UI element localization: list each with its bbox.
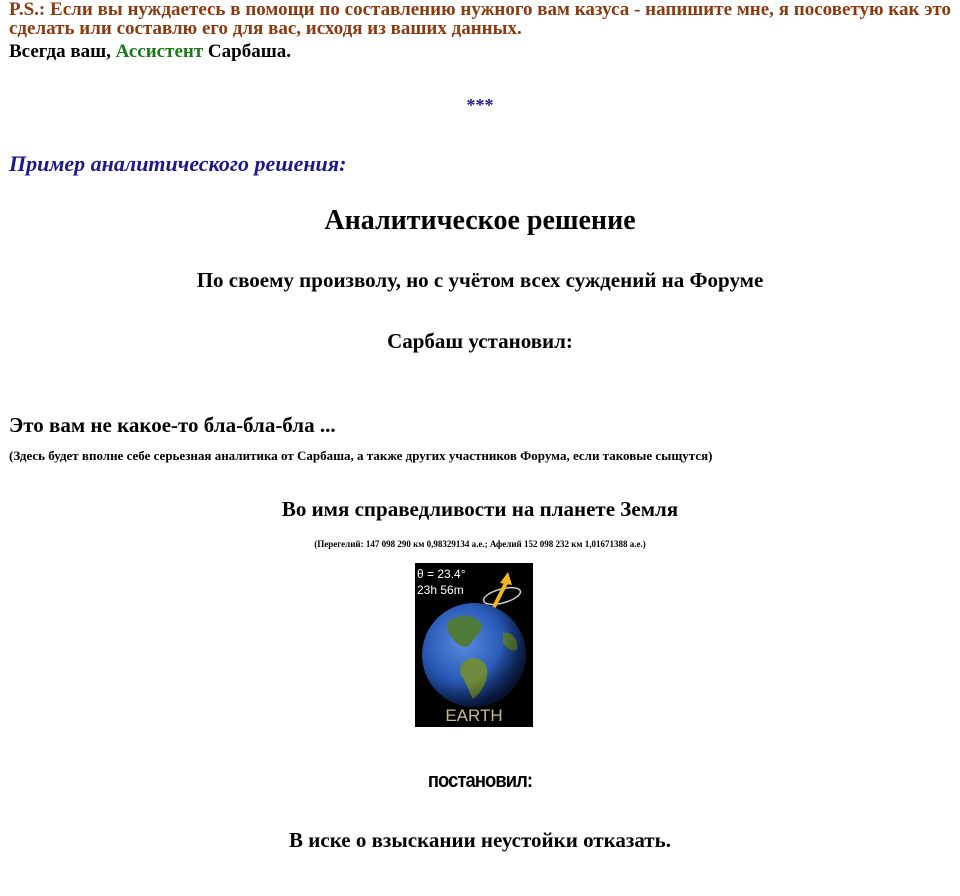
signature bbox=[9, 42, 291, 62]
verdict: В иске о взыскании неустойки отказать. bbox=[289, 828, 671, 852]
angle-label: θ = 23.4° bbox=[417, 567, 466, 581]
signature-suffix: . bbox=[286, 41, 292, 62]
blah-heading: Это вам не какое-то бла-бла-бла ... bbox=[9, 413, 336, 437]
axis-arrow bbox=[493, 581, 507, 609]
justice-heading: Во имя справедливости на планете Земля bbox=[281, 497, 679, 521]
resolved-heading: постановил: bbox=[427, 770, 533, 792]
globe-shade bbox=[422, 603, 526, 707]
example-heading: Пример аналитического решения: bbox=[9, 151, 347, 176]
earth-image bbox=[415, 563, 533, 727]
analysis-note: (Здесь будет вполне себе серьезная аналитика от Сарбаша, а также других участников Форума, если таковые сыщутся) bbox=[9, 448, 713, 463]
separator: *** bbox=[466, 95, 494, 115]
established-heading: Сарбаш установил: bbox=[387, 329, 573, 353]
earth-caption: EARTH bbox=[445, 706, 503, 725]
signature-prefix: Всегда ваш, bbox=[9, 41, 111, 62]
orbit-note: (Перегелий: 147 098 290 км 0,98329134 а.е.; Афелий 152 098 232 км 1,01671388 а.е.) bbox=[314, 539, 646, 549]
decision-title: Аналитическое решение bbox=[324, 205, 636, 236]
decision-subtitle: По своему произволу, но с учётом всех суждений на Форуме bbox=[196, 268, 764, 292]
ps-paragraph: P.S.: Если вы нуждаетесь в помощи по составлению нужного вам казуса - напишите мне, я посоветую как это сделать или составлю его для вас, исходя из ваших данных. bbox=[9, 0, 951, 39]
assistant-link[interactable]: Ассистент bbox=[115, 41, 204, 62]
signature-name: Сарбаша bbox=[207, 41, 287, 62]
period-label: 23h 56m bbox=[417, 583, 464, 597]
axis-arrowhead bbox=[500, 572, 512, 585]
